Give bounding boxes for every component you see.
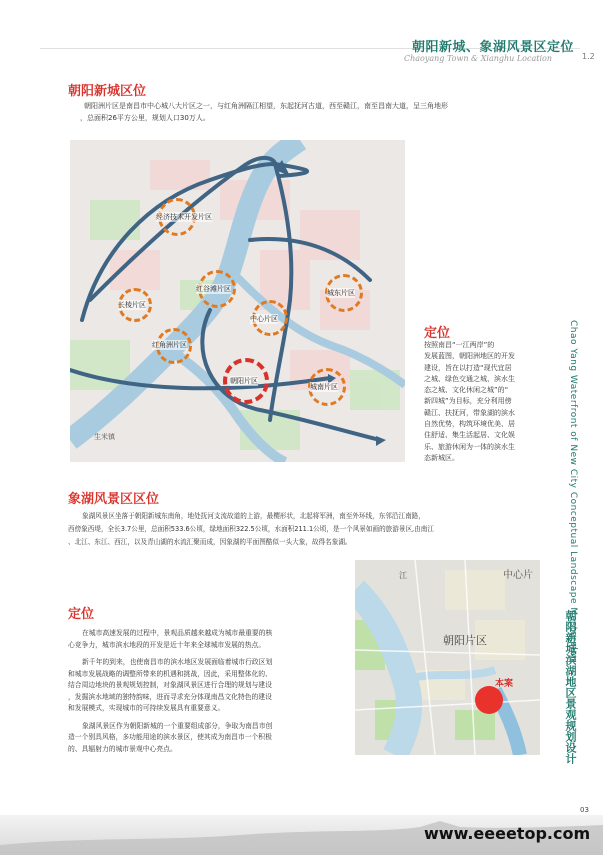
- page-title: 朝阳新城、象湖风景区定位: [412, 40, 575, 55]
- text-line: 态新城区。: [424, 453, 459, 462]
- project-location-marker: [475, 686, 503, 714]
- text-line: 和城市发展战略的调整所带来的机遇和挑战，因此，采用整体化的、: [68, 669, 272, 678]
- district-label-zhongxin: 中心片区: [250, 315, 278, 323]
- district-label-shengmi: 生米镇: [94, 433, 115, 441]
- paragraph: [68, 628, 348, 651]
- section-title-chaoyang: 朝阳新城区位: [68, 84, 147, 99]
- section-text-xianghu: [68, 510, 558, 549]
- text-line: ，总面积26平方公里，规划人口30万人。: [80, 114, 210, 122]
- text-line: 结合周边地块的景观规划控制，对象湖风景区进行合理的规划与建设: [68, 681, 272, 689]
- watermark-url: www.eeeetop.com: [424, 824, 591, 843]
- text-line: 象湖风景区坐落于朝阳新城东南角，地处抚河支流故道的上游，最樱形状，北起将军洲，南至外环线，东邻沿江南路，: [82, 512, 425, 520]
- district-label-honggu: 红谷滩片区: [196, 285, 231, 293]
- side-english-text: Chao Yang Waterfront of New City Conceptual Landscape Masterplan: [568, 320, 578, 663]
- section-text-dingwei-2: [68, 628, 348, 761]
- district-label-chengdong: 城东片区: [327, 289, 355, 297]
- text-line: 新四城”为目标，充分利用傍: [424, 397, 512, 406]
- district-label-chengnan: 城南片区: [310, 383, 338, 391]
- text-line: 乐、旅游休闲为一体的滨水生: [424, 442, 515, 451]
- text-line: 朝阳洲片区是南昌市中心城八大片区之一，与红角洲隔江相望，东起抚河古道，西至赣江，南至昌南大道，呈三角地形: [84, 102, 448, 110]
- district-label-jingji: 经济技术开发片区: [156, 213, 212, 221]
- text-line: 和发展模式，实现城市的可持续发展具有重要意义。: [68, 704, 225, 712]
- district-map: [70, 140, 405, 462]
- map-label-jiang: 江: [399, 571, 407, 580]
- district-label-changleng: 长棱片区: [118, 301, 146, 309]
- section-title-dingwei-2: 定位: [68, 607, 95, 622]
- text-line: 按照南昌“一江两岸”的: [424, 341, 495, 349]
- map-label-benan: 本案: [495, 679, 514, 689]
- text-line: 自然优势，构筑环境优美、居: [424, 420, 515, 429]
- district-label-hongjiaozhou: 红角洲片区: [152, 341, 187, 349]
- text-line: 心竞争力，城市滨水地段的开发是近十年来全球城市发展的热点。: [68, 640, 266, 649]
- location-map-graphic: [355, 560, 540, 755]
- location-map: [355, 560, 540, 755]
- paragraph: [68, 657, 348, 715]
- page-number: 03: [580, 806, 589, 814]
- text-line: 发展蓝图，朝阳洲地区的开发: [424, 352, 515, 361]
- map-label-zhongxin: 中心片: [503, 570, 533, 581]
- section-title-dingwei-1: 定位: [424, 326, 451, 341]
- district-label-chaoyang: 朝阳片区: [230, 377, 258, 385]
- text-line: 赣江、扶抚河，带象湖的滨水: [424, 408, 515, 417]
- text-line: ，发掘滨水地域的独特韵味，进而寻求充分体现南昌文化特色的建设: [68, 692, 272, 701]
- text-line: 西傍象西堤，全长3.7公里，总面积533.6公顷，绿地面积322.5公顷，水面积211.1公顷，是一个风景如画的旅游景区,由南江: [68, 525, 434, 533]
- page-section-number: 1.2: [582, 52, 595, 61]
- text-line: 新千年的到来，也使南昌市的滨水地区发展面临着城市行政区划: [82, 658, 273, 666]
- map-label-chaoyang: 朝阳片区: [443, 634, 487, 647]
- paragraph: [68, 721, 348, 756]
- page-subtitle: Chaoyang Town & Xianghu Location: [404, 54, 552, 63]
- text-line: 之城、绿色交通之城、滨水生: [424, 374, 515, 383]
- text-line: 造一个别具风格，多功能用途的滨水景区，使其成为南昌市一个积极: [68, 733, 272, 741]
- text-line: 建设，旨在以打造“现代宜居: [424, 363, 512, 372]
- side-chinese-title: [564, 610, 594, 810]
- text-line: 住舒适、集生活起居、文化娱: [424, 431, 515, 440]
- text-line: 、北江、东江、西江，以及青山湖的水流汇聚而成，因象湖的平面图酷似一头大象，故得名象湖。: [68, 538, 352, 546]
- text-line: 象湖风景区作为朝阳新城的一个重要组成部分，争取为南昌市创: [82, 721, 273, 730]
- section-text-dingwei-1: [424, 340, 554, 464]
- section-title-xianghu: 象湖风景区区位: [68, 492, 160, 507]
- text-line: 态之城、文化休闲之城”的“: [424, 386, 509, 395]
- side-chinese-text: 朝阳新城滨湖地区景观规划设计: [564, 610, 577, 764]
- section-text-chaoyang: [80, 100, 564, 124]
- text-line: 在城市高速发展的过程中，景观品质越来越成为城市最重要的核: [82, 629, 273, 637]
- text-line: 的、具辐射力的城市景观中心亮点。: [68, 744, 177, 753]
